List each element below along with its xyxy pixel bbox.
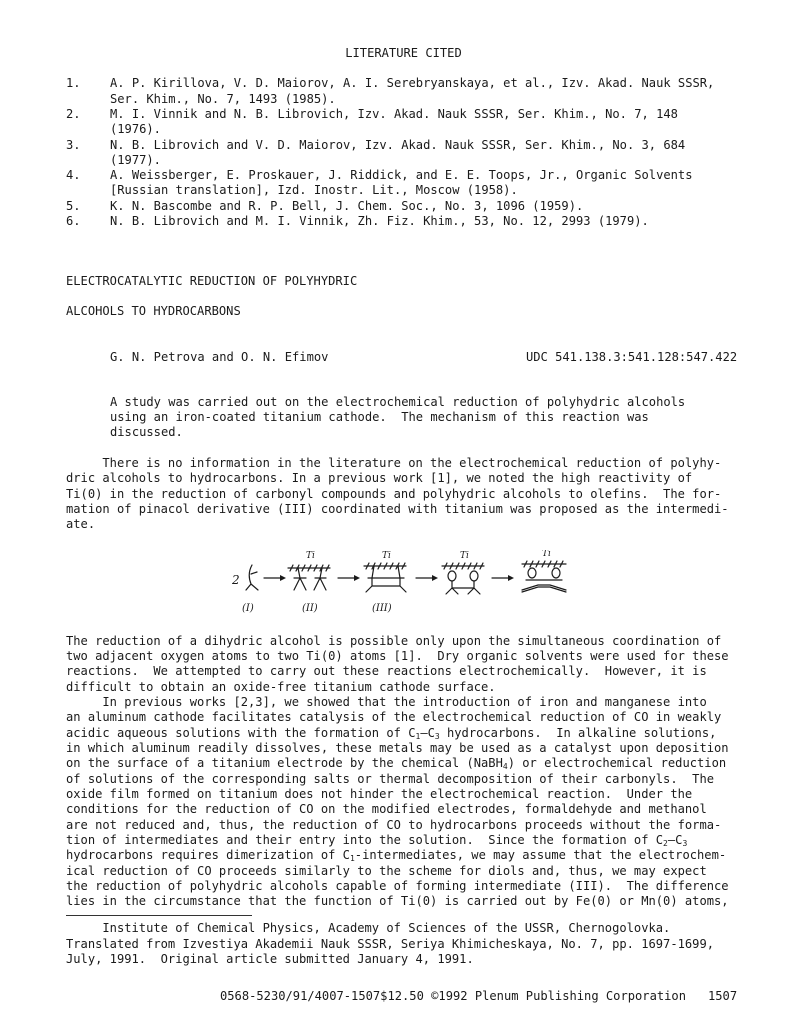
literature-cited-heading: LITERATURE CITED [345, 46, 462, 60]
body-line: mation of pinacol derivative (III) coordinated with titanium was proposed as the intermedi- [66, 502, 729, 516]
text-run: –C [667, 833, 683, 847]
body-line [66, 756, 726, 771]
copyright-line: 0568-5230/91/4007-1507$12.50 ©1992 Plenum Publishing Corporation [220, 989, 686, 1003]
body-line: two adjacent oxygen atoms to two Ti(0) atoms [1]. Dry organic solvents were used for these [66, 649, 729, 663]
titanium-alkoxide-II [288, 551, 330, 590]
reference-text: (1976). [110, 122, 161, 136]
text-run: hydrocarbons. In alkaline solutions, [439, 726, 717, 740]
subscript: 1 [415, 732, 421, 741]
body-line: ical reduction of CO proceeds similarly to the scheme for diols and, thus, we may expect [66, 864, 707, 878]
reference-number: 1. [66, 76, 81, 90]
diol-molecule-I [246, 565, 258, 590]
text-run: hydrocarbons requires dimerization of C [66, 848, 350, 862]
subscript: 4 [502, 762, 508, 771]
text-run: acidic aqueous solutions with the formation of C [66, 726, 416, 740]
olefin-product [522, 550, 566, 592]
reference-number: 3. [66, 138, 81, 152]
article-title-line-1: ELECTROCATALYTIC REDUCTION OF POLYHYDRIC [66, 274, 358, 288]
subscript: 1 [349, 854, 355, 863]
body-line: in which aluminum readily dissolves, these metals may be used as a catalyst upon deposition [66, 741, 729, 755]
reaction-scheme [222, 550, 582, 616]
body-line: The reduction of a dihydric alcohol is possible only upon the simultaneous coordination of [66, 634, 722, 648]
reference-text: N. B. Librovich and V. D. Maiorov, Izv. Akad. Nauk SSSR, Ser. Khim., No. 3, 684 [110, 138, 686, 152]
coefficient-label: 2 [232, 573, 240, 587]
reference-text: N. B. Librovich and M. I. Vinnik, Zh. Fiz. Khim., 53, No. 12, 2993 (1979). [110, 214, 649, 228]
svg-text:Ti: Ti [460, 551, 469, 561]
oxo-intermediate [442, 551, 484, 594]
body-line [66, 726, 716, 741]
abstract-line: discussed. [110, 425, 183, 439]
reference-number: 2. [66, 107, 81, 121]
reference-number: 6. [66, 214, 81, 228]
abstract-line: A study was carried out on the electrochemical reduction of polyhydric alcohols [110, 395, 686, 409]
page-number: 1507 [708, 989, 738, 1003]
subscript: 2 [663, 839, 668, 848]
label-III: (III) [372, 603, 392, 614]
body-line: an aluminum cathode facilitates catalysis of the electrochemical reduction of CO in weakly [66, 710, 722, 724]
body-line: the reduction of polyhydric alcohols capable of forming intermediate (III). The difference [66, 879, 729, 893]
body-line: There is no information in the literature on the electrochemical reduction of polyhy- [66, 456, 722, 470]
footnote-line: Institute of Chemical Physics, Academy of Sciences of the USSR, Chernogolovka. [66, 921, 671, 935]
footnote-line: Translated from Izvestiya Akademii Nauk SSSR, Seriya Khimicheskaya, No. 7, pp. 1697-1699, [66, 937, 715, 951]
pinacol-derivative-III [364, 551, 406, 592]
reference-text: M. I. Vinnik and N. B. Librovich, Izv. Akad. Nauk SSSR, Ser. Khim., No. 7, 148 [110, 107, 678, 121]
text-run: ) or electrochemical reduction [507, 756, 727, 770]
svg-text:Ti: Ti [542, 550, 551, 559]
text-run: -intermediates, we may assume that the electrochem- [354, 848, 727, 862]
body-line: dric alcohols to hydrocarbons. In a previous work [1], we noted the high reactivity of [66, 471, 693, 485]
body-line: reactions. We attempted to carry out these reactions electrochemically. However, it is [66, 664, 707, 678]
body-line: oxide film formed on titanium does not hinder the electrochemical reaction. Under the [66, 787, 693, 801]
article-title-line-2: ALCOHOLS TO HYDROCARBONS [66, 304, 241, 318]
authors: G. N. Petrova and O. N. Efimov [110, 350, 329, 364]
body-line: difficult to obtain an oxide-free titanium cathode surface. [66, 680, 496, 694]
reference-text: A. P. Kirillova, V. D. Maiorov, A. I. Serebryanskaya, et al., Izv. Akad. Nauk SSSR, [110, 76, 715, 90]
body-line: of solutions of the corresponding salts or thermal decomposition of their carbonyls. The [66, 772, 715, 786]
label-I: (I) [242, 603, 254, 614]
reference-text: (1977). [110, 153, 161, 167]
reference-text: A. Weissberger, E. Proskauer, J. Riddick, and E. E. Toops, Jr., Organic Solvents [110, 168, 693, 182]
footnote-line: July, 1991. Original article submitted January 4, 1991. [66, 952, 474, 966]
udc-code: UDC 541.138.3:541.128:547.422 [526, 350, 738, 364]
svg-text:Ti: Ti [382, 551, 391, 561]
label-II: (II) [302, 603, 318, 614]
reference-text: Ser. Khim., No. 7, 1493 (1985). [110, 92, 336, 106]
reference-text: K. N. Bascombe and R. P. Bell, J. Chem. Soc., No. 3, 1096 (1959). [110, 199, 584, 213]
body-line [66, 833, 687, 848]
text-run: tion of intermediates and their entry into the solution. Since the formation of C [66, 833, 664, 847]
footnote-rule [66, 915, 252, 916]
reference-number: 4. [66, 168, 81, 182]
svg-text:Ti: Ti [306, 551, 315, 561]
body-line: Ti(0) in the reduction of carbonyl compounds and polyhydric alcohols to olefins. The for- [66, 487, 722, 501]
text-run: on the surface of a titanium electrode by the chemical (NaBH [66, 756, 503, 770]
body-line: conditions for the reduction of CO on the modified electrodes, formaldehyde and methanol [66, 802, 707, 816]
body-line: In previous works [2,3], we showed that the introduction of iron and manganese into [66, 695, 707, 709]
reference-text: [Russian translation], Izd. Inostr. Lit., Moscow (1958). [110, 183, 518, 197]
body-line: lies in the circumstance that the function of Ti(0) is carried out by Fe(0) or Mn(0) atoms, [66, 894, 729, 908]
text-run: –C [420, 726, 435, 740]
reference-number: 5. [66, 199, 81, 213]
body-line [66, 848, 726, 863]
subscript: 3 [434, 732, 440, 741]
subscript: 3 [682, 839, 688, 848]
body-line: ate. [66, 517, 96, 531]
body-line: are not reduced and, thus, the reduction of CO to hydrocarbons proceeds without the forma- [66, 818, 722, 832]
abstract-line: using an iron-coated titanium cathode. The mechanism of this reaction was [110, 410, 649, 424]
